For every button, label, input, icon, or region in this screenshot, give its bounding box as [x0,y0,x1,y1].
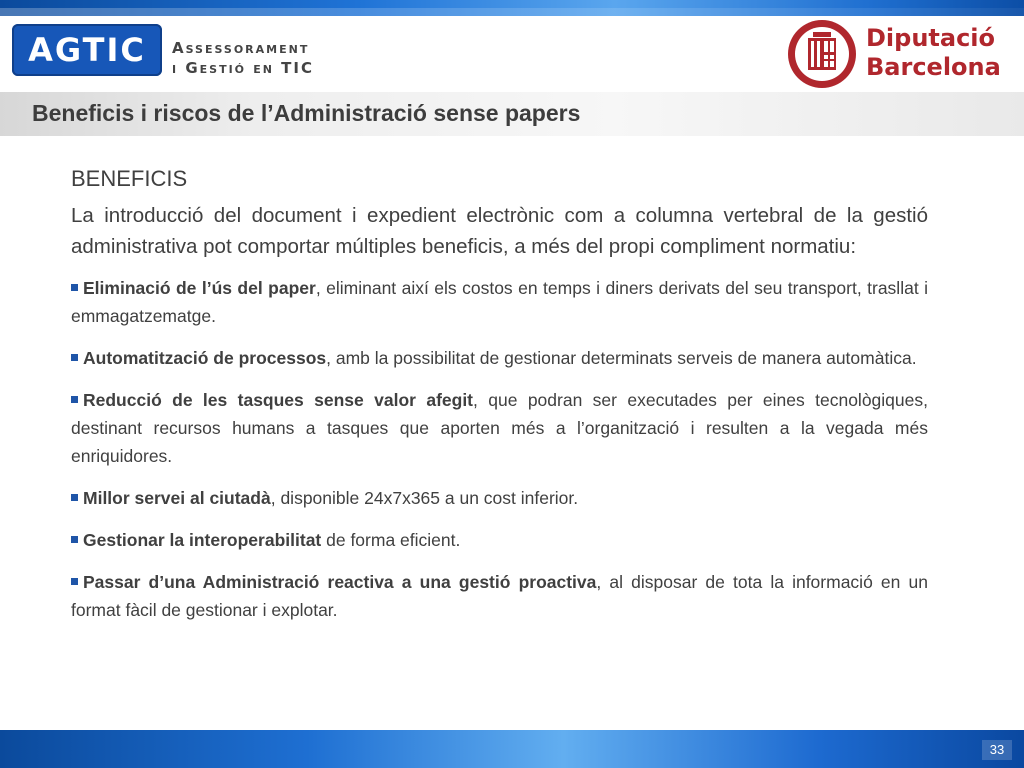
bullet-square-icon [71,578,78,585]
agtic-logo-text: AGTIC [28,31,146,69]
bullet-square-icon [71,536,78,543]
section-heading: BENEFICIS [71,166,188,191]
bullet-bold: Passar d’una Administració reactiva a una gestió proactiva [83,572,597,592]
bullet-bold: Reducció de les tasques sense valor afegit [83,390,474,410]
page-number: 33 [982,740,1012,760]
bullet-bold: Millor servei al ciutadà [83,488,271,508]
org-name-line1: Diputació [866,24,996,52]
slide-title: Beneficis i riscos de l’Administració sense papers [32,100,581,126]
bullet-item [71,344,928,372]
agtic-subtitle-line1: Assessorament [172,39,310,57]
bullet-text: , amb la possibilitat de gestionar determinats serveis de manera automàtica. [326,348,917,368]
org-name-line2: Barcelona [866,53,1001,81]
bullet-bold: Automatització de processos [83,348,327,368]
agtic-logo [12,24,162,76]
bullet-square-icon [71,494,78,501]
top-decorative-band [0,0,1024,16]
bottom-decorative-band [0,730,1024,768]
bullet-bold: Gestionar la interoperabilitat [83,530,322,550]
diputacio-seal-icon [786,18,858,90]
bullet-item [71,568,928,624]
bullet-text: , que podran ser executades per eines tecnològiques, destinant recursos humans a tasques que aporten més a l’organització i resulten a la vegada més enriquidores. [71,390,928,466]
bullet-text: de forma eficient. [321,530,461,550]
bullet-square-icon [71,396,78,403]
slide-content [71,166,928,638]
agtic-subtitle [172,38,314,78]
bullet-item [71,386,928,470]
bullet-text: , disponible 24x7x365 a un cost inferior. [270,488,579,508]
bullet-item [71,274,928,330]
agtic-subtitle-line2: i Gestió en TIC [172,59,314,77]
intro-paragraph: La introducció del document i expedient electrònic com a columna vertebral de la gestió administrativa pot comportar múltiples beneficis, a més del propi compliment normatiu: [71,204,928,258]
bullet-text: , eliminant així els costos en temps i diners derivats del seu transport, trasllat i emmagatzematge. [71,278,929,326]
diputacio-barcelona-logo [866,24,1001,82]
bullet-square-icon [71,284,78,291]
bullet-item [71,484,928,512]
bullet-bold: Eliminació de l’ús del paper [83,278,316,298]
bullet-square-icon [71,354,78,361]
bullet-text: , al disposar de tota la informació en un format fàcil de gestionar i explotar. [71,572,928,620]
bullet-item [71,526,928,554]
